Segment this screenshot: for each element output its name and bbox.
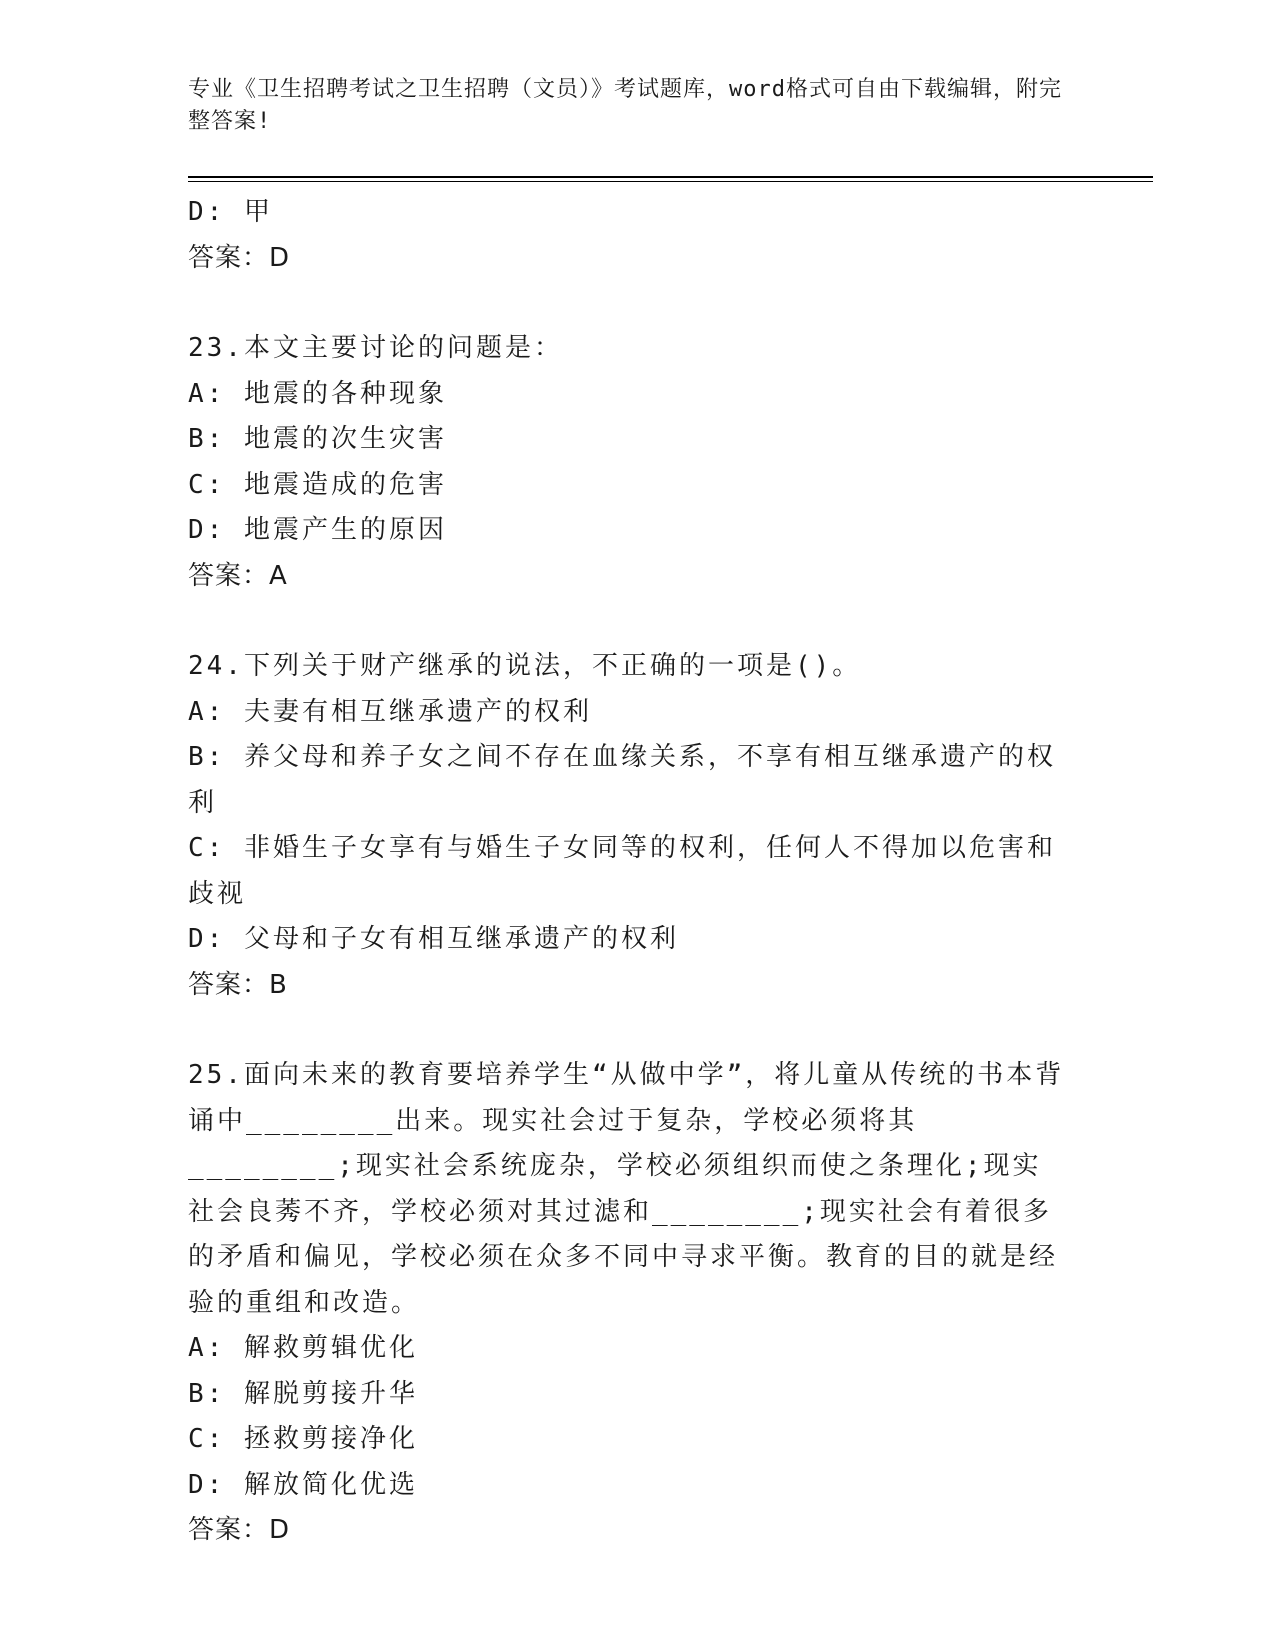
answer-line: 答案：B [188,969,288,1000]
question-23 [188,326,1068,599]
option-b: B: 地震的次生灾害 [188,424,447,454]
option-d: D: 地震产生的原因 [188,515,447,545]
option-d: D: 父母和子女有相互继承遗产的权利 [188,924,679,954]
header-divider-thick [188,176,1153,178]
answer-line: 答案：D [188,242,291,273]
option-a: A: 解救剪辑优化 [188,1333,418,1363]
option-d: D: 甲 [188,197,273,227]
previous-question-tail [188,190,1068,281]
document-header: 专业《卫生招聘考试之卫生招聘（文员）》考试题库，word格式可自由下载编辑，附完整答案! [188,77,1062,134]
option-c: C: 地震造成的危害 [188,469,447,500]
answer-line: 答案：A [188,560,288,591]
option-b: B: 养父母和养子女之间不存在血缘关系，不享有相互继承遗产的权利 [188,742,1056,818]
option-c: C: 非婚生子女享有与婚生子女同等的权利，任何人不得加以危害和歧视 [188,833,1056,909]
question-25 [188,1053,1068,1554]
question-content [188,190,1068,1554]
option-b: B: 解脱剪接升华 [188,1378,418,1409]
header-divider-thin [188,181,1153,182]
option-a: A: 地震的各种现象 [188,378,447,409]
option-c: C: 拯救剪接净化 [188,1424,418,1454]
option-d: D: 解放简化优选 [188,1469,418,1500]
question-stem: 24.下列关于财产继承的说法，不正确的一项是()。 [188,651,862,681]
option-a: A: 夫妻有相互继承遗产的权利 [188,696,592,727]
question-stem: 25.面向未来的教育要培养学生“从做中学”，将儿童从传统的书本背诵中________出来。现实社会过于复杂，学校必须将其________;现实社会系统庞杂，学校必须组织而使之条理化;现实社会良莠不齐，学校必须对其过滤和________;现实社会有着很多的矛盾和偏见，学校必须在众多不同中寻求平衡。教育的目的就是经验的重组和改造。 [188,1060,1065,1318]
question-24 [188,644,1068,1008]
answer-line: 答案：D [188,1515,291,1545]
question-stem: 23.本文主要讨论的问题是： [188,333,563,363]
